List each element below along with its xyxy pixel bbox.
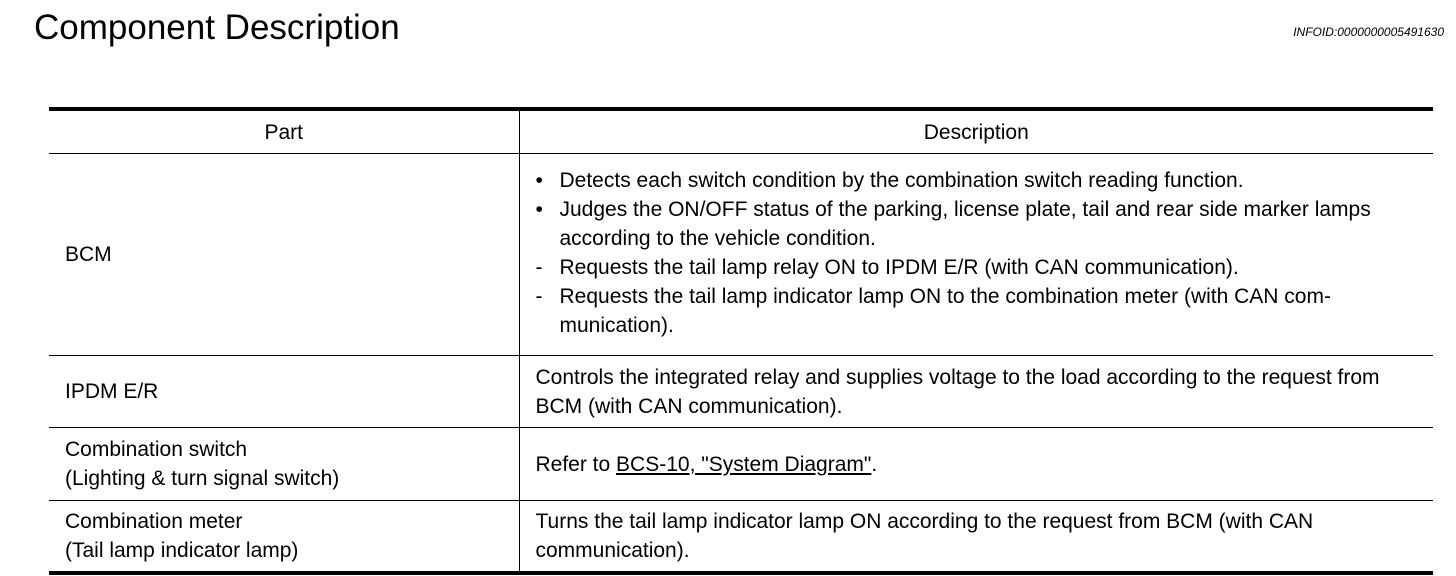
description-cell <box>519 501 1433 574</box>
bullet-marker: • <box>535 169 543 192</box>
description-item <box>536 195 1426 253</box>
description-suffix: . <box>871 452 878 476</box>
part-subname: (Lighting & turn signal switch) <box>65 467 340 490</box>
description-text: Controls the integrated relay and supplies voltage to the load according to the request from BCM (with CAN communication). <box>535 365 1380 418</box>
part-name: BCM <box>65 243 112 266</box>
table-header-row <box>49 109 1433 154</box>
part-name: Combination switch <box>65 438 248 461</box>
description-list <box>536 166 1426 340</box>
part-cell <box>49 428 519 501</box>
column-header-part: Part <box>49 109 519 154</box>
description-text: Detects each switch condition by the combination switch reading function. <box>559 169 1244 192</box>
table-row <box>49 356 1433 428</box>
component-table <box>49 107 1433 575</box>
part-subname: (Tail lamp indicator lamp) <box>65 539 299 562</box>
table-row <box>49 428 1433 501</box>
description-text: Turns the tail lamp indicator lamp ON according to the request from BCM (with CAN communication). <box>535 510 1314 562</box>
description-cell <box>519 356 1433 428</box>
bullet-marker: • <box>535 198 543 221</box>
dash-marker: - <box>535 285 543 308</box>
table-row <box>49 501 1433 574</box>
description-cell <box>519 154 1433 356</box>
page-title: Component Description <box>34 8 400 47</box>
description-item <box>536 253 1426 282</box>
description-text: Judges the ON/OFF status of the parking, license plate, tail and rear side marker lamps according to the vehicle condition. <box>559 198 1371 250</box>
description-cell <box>519 428 1433 501</box>
dash-marker: - <box>535 256 543 279</box>
description-text: Requests the tail lamp relay ON to IPDM E/R (with CAN communication). <box>559 256 1239 279</box>
description-text: Requests the tail lamp indicator lamp ON to the combination meter (with CAN com-munication). <box>559 285 1331 337</box>
part-name: IPDM E/R <box>65 380 159 403</box>
system-diagram-link[interactable]: BCS-10, "System Diagram" <box>616 452 872 476</box>
table-row <box>49 154 1433 356</box>
description-item <box>536 282 1426 340</box>
description-prefix: Refer to <box>535 452 617 476</box>
part-name: Combination meter <box>65 510 243 533</box>
part-cell <box>49 501 519 574</box>
column-header-description: Description <box>519 109 1433 154</box>
info-id: INFOID:0000000005491630 <box>1293 25 1444 39</box>
part-cell <box>49 154 519 356</box>
part-cell <box>49 356 519 428</box>
description-item <box>536 166 1426 195</box>
